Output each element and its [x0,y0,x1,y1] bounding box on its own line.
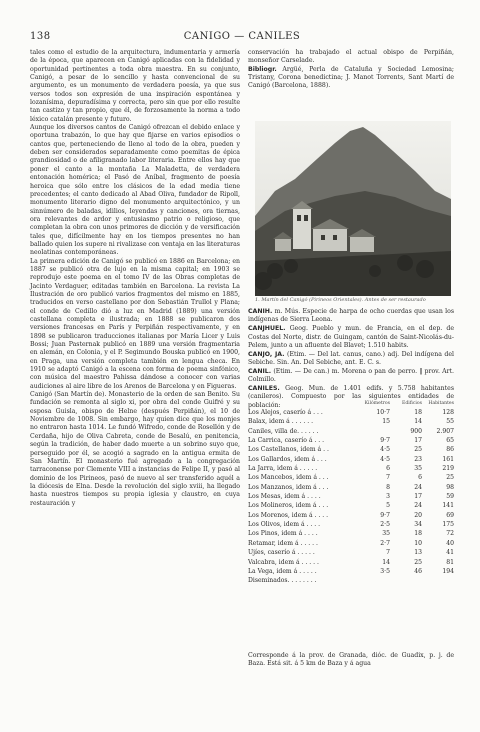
bibliography [248,66,454,91]
population-table-grid [248,401,454,586]
number-cell: 4·5 [380,446,390,454]
number-cell: 23 [414,455,422,463]
table-row [248,473,454,482]
number-cell: 7 [386,549,390,557]
number-cell: 35 [414,465,422,473]
table-row [248,576,454,585]
number-cell: 17 [414,493,422,501]
mountain-village-photo [255,121,451,296]
number-cell: 18 [414,530,422,538]
number-cell: 41 [446,549,454,557]
number-cell [358,576,390,585]
number-cell: 98 [446,483,454,491]
dictionary-entries [248,308,454,411]
number-cell: 6 [418,474,422,482]
paragraph: tales como el estudio de la arquitectura, indumentaria y armería de la época, que aparecen en Canigó aplicadas con la fidelidad y oportunidad pertinentes a toda obra maestra. En su conjunto, Canigó, a pesar de lo sencillo y hasta convencional de su argumento, es un monumento de verdadera poesía, ya que sus versos todos son expresión de una inspiración espontánea y lozanísima, depuradísima y correcta, pero sin que por ello resulte tan castizo y tan propio, que él, de forzosamente la norma a todo léxico catalán presente y futuro. [30,49,240,123]
number-cell: 5 [386,502,390,510]
bibliography-text: Argüé, Perla de Cataluña y Sociedad Lemosina; Tristany, Corona benedictina; J. Manot Torrents, Sant Martí de Canigó (Barcelona, 1888). [248,65,454,90]
paragraph: Canigó (San Martín de). Monasterio de la orden de san Benito. Su fundación se remonta al siglo xi, por obra del conde Guifré y su esposa Guisla, obispo de Helne (después Perpiñán), el 10 de Noviembre de 1008. Sin embargo, hay quien dice que los monjes no entraron hasta 1014. Le fundó Wifredo, conde de Rosellón y de Cerdaña, hijo de Oliva Cabreta, conde de Besalú, en penitencia, según la tradición, de haber dado muerte a un sobrino suyo que, perseguido por él, se acogió a sagrado en la antigua ermita de San Martín. El monasterio fué agregado a la congregación tarraconense por Clemente VIII a instancias de Felipe II, y pasó al dominio de los Pirineos, pasó de nuevo al ser transferido aquél a la diócesis de Elna. Desde la revolución del siglo xviii, ha llegado hasta nuestros tiempos su propia iglesia y claustro, en cuya restauración y [30,391,240,507]
entry [248,368,454,385]
entry [248,325,454,350]
place-name-cell: Los Castellanos, idem á . . [248,446,329,454]
table-row [248,558,454,567]
table-row [248,455,454,464]
number-cell: 40 [446,539,454,547]
column-header: Habitantes [428,401,454,406]
entry-text: (Etim. — Del lat. canus, cano.) adj. Del indígena del Sebiche. Sin. An. Del Sebiche, ant. E. C. s. [248,350,454,367]
number-cell: 86 [446,446,454,454]
number-cell: 25 [414,446,422,454]
number-cell: 72 [446,530,454,538]
number-cell: 2·5 [380,521,390,529]
headword: CANIL. [248,367,272,375]
table-row [248,520,454,529]
place-name-cell: Los Manzanos, idem á . . . [248,483,329,491]
number-cell [358,427,390,436]
number-cell: 9·7 [380,511,390,519]
number-cell: 8 [386,483,390,491]
number-cell: 3·5 [380,567,390,575]
closing-note: Corresponde á la prov. de Granada, dióc. de Guadix, p. j. de Baza. Está sit. á 5 km de Baza y á agua [248,652,454,668]
place-name-cell: Caniles, villa de. . . . . . [248,427,319,435]
headword: CANJHUEL. [248,325,286,333]
table-row [248,548,454,557]
photo-figure [255,121,451,296]
place-name-cell: Los Gallardos, idem á . . . [248,455,327,463]
number-cell: 14 [414,418,422,426]
place-name-cell: Retamar, idem á . . . . . [248,539,318,547]
place-name-cell: Los Mesas, idem á . . . . [248,493,321,501]
number-cell: 2.907 [436,427,454,435]
number-cell: 7 [386,474,390,482]
column-header: Edificios [402,401,422,406]
number-cell: 20 [414,511,422,519]
number-cell: 14 [382,558,390,566]
number-cell: 3 [386,493,390,501]
place-name-cell: Los Molineros, idem á . . . [248,502,329,510]
number-cell: 6 [386,465,390,473]
table-row [248,427,454,436]
number-cell: 46 [414,567,422,575]
population-table-body [248,408,454,586]
number-cell: 25 [414,558,422,566]
number-cell: 161 [442,455,454,463]
entry-text: m. Mús. Especie de harpa de ocho cuerdas que usan los indígenas de Sierra Leona. [248,308,455,324]
number-cell: 65 [446,437,454,445]
place-name-cell: Los Mancebos, idem á . . . [248,474,329,482]
left-column [30,49,240,508]
number-cell [390,576,422,585]
number-cell: 128 [442,409,454,416]
entry-text: Geog. Mun. de 1.401 edifs. y 5.758 habitantes (canileros). Compuesto por las siguientes entidades de población: [248,385,454,409]
table-row [248,445,454,454]
number-cell: 18 [414,409,422,416]
page-number: 138 [30,31,51,42]
number-cell: 55 [446,418,454,426]
number-cell: 141 [442,502,454,510]
number-cell: 17 [414,437,422,445]
number-cell: 4·5 [380,455,390,463]
table-row [248,492,454,501]
place-name-cell: La Jarra, idem á . . . . . [248,465,318,473]
table-row [248,567,454,576]
number-cell: 9·7 [380,437,390,445]
number-cell: 10·7 [376,409,390,416]
bibliography-label: Bibliogr. [248,65,277,73]
place-name-cell: Balax, idem á . . . . . . [248,418,314,426]
running-header [30,31,454,45]
headword: CANJO, JA. [248,350,285,358]
number-cell: 69 [446,511,454,519]
headword: CANIH. [248,308,273,315]
number-cell: 10 [414,539,422,547]
table-row [248,464,454,473]
place-name-cell: La Carrica, caserío á . . . [248,437,325,445]
table-row [248,539,454,548]
paragraph: conservación ha trabajado el actual obispo de Perpiñán, monseñor Carselade. [248,49,454,65]
population-table [248,401,454,586]
number-cell: 2·7 [380,539,390,547]
table-row [248,408,454,417]
column-header [248,401,358,408]
number-cell: 900 [410,427,422,435]
number-cell: 25 [446,474,454,482]
number-cell: 59 [446,493,454,501]
place-name-cell: Ujíes, caserío á . . . . . [248,549,315,557]
place-name-cell: Los Alejos, caserío á . . . [248,409,323,416]
place-name-cell: Los Pinos, idem á . . . . [248,530,318,538]
number-cell: 35 [382,530,390,538]
entry [248,308,454,325]
column-header: Kilómetros [364,401,390,406]
number-cell: 24 [414,502,422,510]
table-row [248,483,454,492]
table-row [248,501,454,510]
place-name-cell: Valcabra, idem á . . . . . [248,558,319,566]
headword: CANILES. [248,385,280,393]
number-cell: 34 [414,521,422,529]
table-row [248,511,454,520]
number-cell: 194 [442,567,454,575]
table-row [248,529,454,538]
place-name-cell: Los Olivos, idem á . . . . [248,521,321,529]
number-cell: 24 [414,483,422,491]
table-row [248,417,454,426]
paragraph: La primera edición de Canigó se publicó en 1886 en Barcelona; en 1887 se publicó otra de lujo en la misma capital; en 1903 se reprodujo este poema en el tomo IV de las Obras completas de Jacinto Verdaguer, editadas también en Barcelona. La revista La Ilustración de oro publicó varios fragmentos del mismo en 1885, traducidos en verso castellano por don Sebastián Trullol y Plana; el conde de Cedillo dió a luz en Madrid (1889) una versión castellana completa e ilustrada; en 1888 se publicaron dos versiones francesas en París y Perpiñán respectivamente, y en 1898 se publicaron traducciones italianas por María Licer y Luis Bossi; Juan Pasternak publicó en 1889 una versión fragmentaria en alemán, en Colonia, y el P. Segimundo Bouska publicó en 1900, en Praga, una versión completa también en lengua checa. En 1910 se adaptó Canigó a la escena con forma de poema sinfónico, con música del maestro Pahissa dándose a conocer con varias audiciones al aire libre de los Arenos de Barcelona y en Figueras. [30,257,240,390]
table-row [248,436,454,445]
place-name-cell: Diseminados. . . . . . . . [248,577,317,585]
figure-caption: 1. Martín del Canigó (Pirineos Orientales). Antes de ser restaurado [255,297,426,303]
number-cell: 15 [382,418,390,426]
entry-text: (Etim. — De can.) m. Morena o pan de perro. ‖ prov. Art. Colmillo. [248,367,454,384]
entry-text: Geog. Pueblo y mun. de Francia, en el dep. de Costas del Norte, distr. de Guingam, cantón de Saint-Nicolás-du-Pelem, junto a un afluente del Blavet; 1.510 habits. [248,325,455,349]
paragraph: Aunque los diversos cantos de Canigó ofrezcan el debido enlace y oportuna trabazón, lo que hay que fijarse en varios episodios o cantos que, perteneciendo de lleno al todo de la obra, pueden y deben ser considerados separadamente como poemitas de épica grandiosidad o de afiligranado labor literaria. Entre ellos hay que poner el canto a la montaña La Maladetta, de verdadera entonación homérica; el Pasó de Aníbal, fragmento de poesía heroica que sólo entre los clásicos de la edad media tiene precedentes; el canto dedicado al Abad Oliva, fundador de Ripoll, monumento literario digno del monumento arquitectónico, y un sinnúmero de baladas, idilios, leyendas y canciones, ora tiernas, ora relevantes de ardor y entusiasmo patrio o religioso, que completan la obra con unos primores de dicción y de versificación tales que, difícilmente hay en los tiempos presentes no han ballado quien los supere ni rivalizase con ventaja en las literaturas neolatinas contemporáneas. [30,124,240,257]
number-cell: 219 [442,465,454,473]
right-column-top [248,49,454,91]
number-cell: 81 [446,558,454,566]
place-name-cell: Los Morenos, idem á . . . . [248,511,329,519]
number-cell [422,576,454,585]
place-name-cell: La Vega, idem á . . . . . [248,567,317,575]
number-cell: 175 [442,521,454,529]
running-title: CANIGO — CANILES [183,31,301,42]
entry [248,351,454,368]
number-cell: 13 [414,549,422,557]
